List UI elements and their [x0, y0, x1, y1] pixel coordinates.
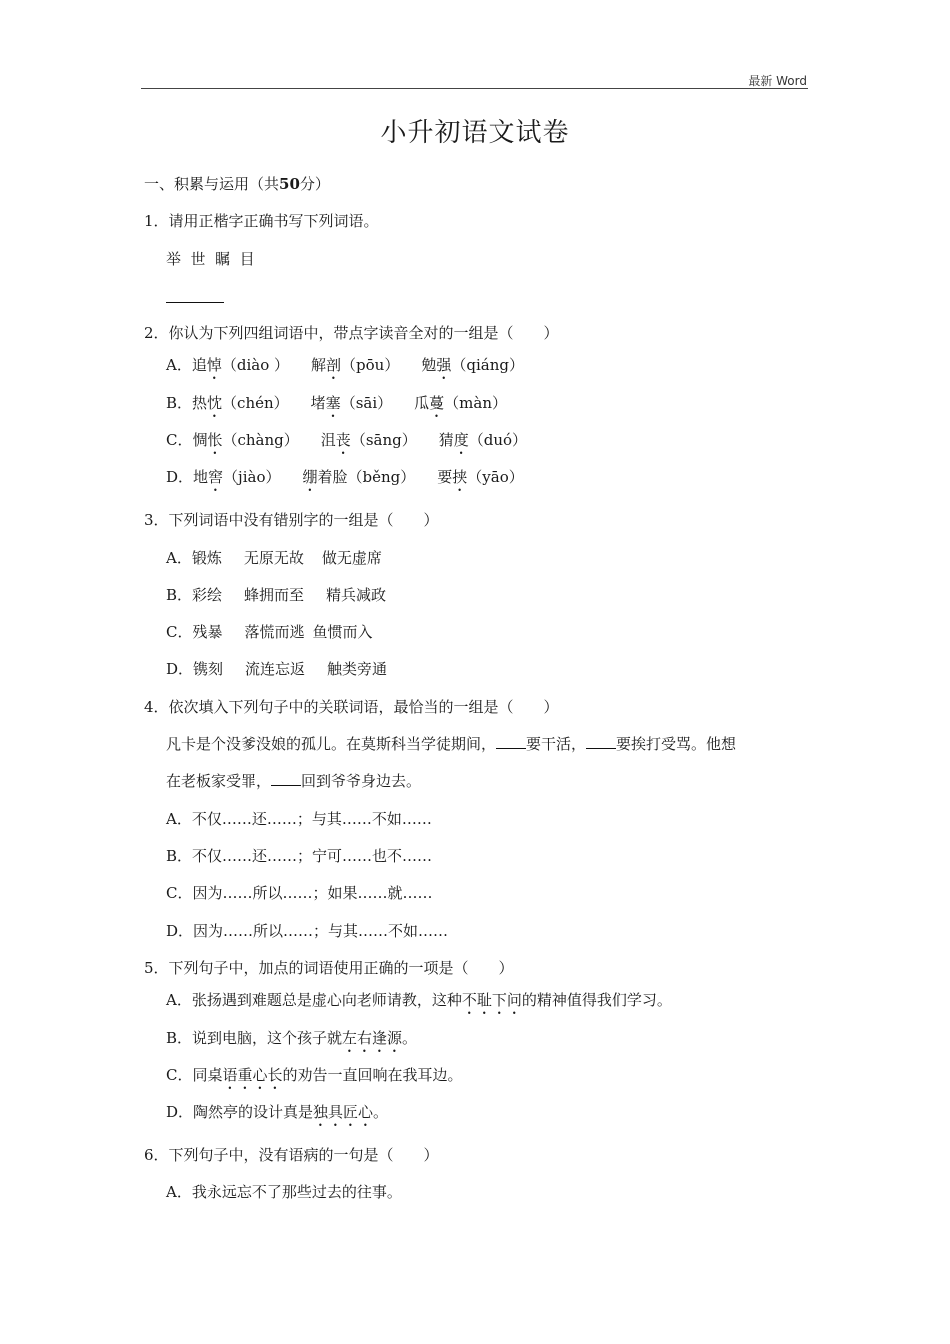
q2-option-d: D．地窖（jiào） 绷着脸（běng） 要挟（yāo） [166, 468, 524, 486]
q3-option-a: A．锻炼 无原无故 做无虚席 [166, 549, 382, 567]
section-points: 50 [279, 175, 300, 193]
q2-option-b: B．热忱（chén） 堵塞（sāi） 瓜蔓（màn） [166, 394, 507, 412]
question-4: 4．依次填入下列句子中的关联词语，最恰当的一组是（ ） [144, 698, 559, 716]
question-5: 5．下列句子中，加点的词语使用正确的一项是（ ） [144, 959, 514, 977]
q5-option-b: B．说到电脑，这个孩子就左右逢源。 [166, 1029, 418, 1047]
q2-option-c: C．惆怅（chàng） 沮丧（sāng） 猜度（duó） [166, 431, 528, 449]
q5-option-c: C．同桌语重心长的劝告一直回响在我耳边。 [166, 1066, 463, 1084]
q2-option-a: A．追悼（diào ） 解剖（pōu） 勉强（qiáng） [166, 356, 524, 374]
q3-option-d: D．镌刻 流连忘返 触类旁通 [166, 660, 388, 678]
q5-option-a: A．张扬遇到难题总是虚心向老师请教，这种不耻下问的精神值得我们学习。 [166, 991, 672, 1009]
question-6: 6．下列句子中，没有语病的一句是（ ） [144, 1146, 439, 1164]
question-3: 3．下列词语中没有错别字的一组是（ ） [144, 511, 439, 529]
q5-option-d: D．陶然亭的设计真是独具匠心。 [166, 1103, 389, 1121]
header-text: 最新 Word [748, 74, 807, 88]
page-title: 小升初语文试卷 [380, 118, 570, 148]
q6-option-a: A．我永远忘不了那些过去的往事。 [166, 1183, 402, 1201]
q4-option-b: B．不仅……还……；宁可……也不…… [166, 847, 433, 865]
q4-passage-line-1: 凡卡是个没爹没娘的孤儿。在莫斯科当学徒期间， 要干活， 要挨打受骂。他想 [166, 735, 737, 753]
fill-blank [496, 736, 526, 749]
q3-option-c: C．残暴 落慌而逃 鱼惯而入 [166, 623, 373, 641]
section-heading: 一、积累与运用（共50分） [144, 175, 330, 193]
question-1: 1．请用正楷字正确书写下列词语。 [144, 212, 379, 230]
q1-answer-blank [166, 302, 224, 303]
q4-option-d: D．因为……所以……；与其……不如…… [166, 922, 449, 940]
q4-passage-line-2: 在老板家受罪， 回到爷爷身边去。 [166, 772, 422, 790]
header-rule [141, 88, 808, 89]
fill-blank [271, 773, 301, 786]
question-2: 2．你认为下列四组词语中，带点字读音全对的一组是（ ） [144, 324, 559, 342]
q1-word: 举 世 瞩 目 [166, 250, 255, 268]
q4-option-c: C．因为……所以……；如果……就…… [166, 884, 433, 902]
q3-option-b: B．彩绘 蜂拥而至 精兵减政 [166, 586, 387, 604]
fill-blank [586, 736, 616, 749]
q4-option-a: A．不仅……还……；与其……不如…… [166, 810, 432, 828]
